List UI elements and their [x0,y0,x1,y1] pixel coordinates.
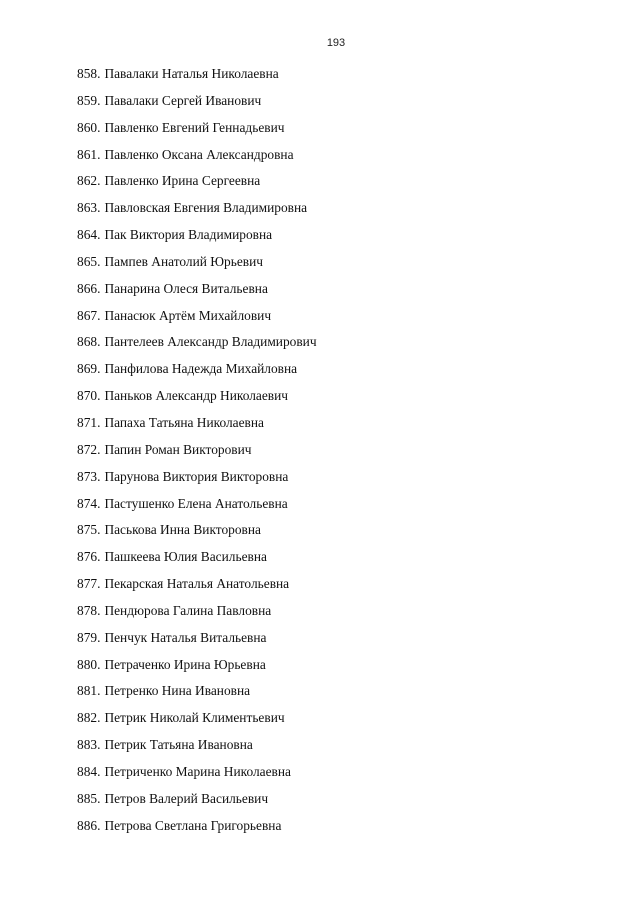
list-item [77,762,317,789]
entry-number: 865. [77,253,101,269]
list-item [77,547,317,574]
entry-number: 866. [77,280,101,296]
entry-number: 869. [77,361,101,377]
list-item [77,467,317,494]
list-item [77,279,317,306]
entry-name: Павленко Ирина Сергеевна [104,173,261,189]
entry-name: Павленко Евгений Геннадьевич [104,119,285,135]
entry-number: 868. [77,334,101,350]
list-item [77,494,317,521]
entry-name: Петриченко Марина Николаевна [104,763,291,779]
entry-number: 876. [77,549,101,565]
entry-number: 873. [77,468,101,484]
entry-number: 861. [77,146,101,162]
entry-name: Петрик Татьяна Ивановна [104,737,253,753]
entry-name: Паньков Александр Николаевич [104,388,289,404]
entry-number: 870. [77,388,101,404]
entry-name: Павалаки Наталья Николаевна [104,66,279,81]
entry-name: Петров Валерий Васильевич [104,790,269,806]
entry-number: 883. [77,737,101,753]
list-item [77,118,317,145]
entry-number: 862. [77,173,101,189]
entry-number: 859. [77,92,101,108]
list-item [77,252,317,279]
entry-number: 867. [77,307,101,323]
name-list [77,64,317,842]
entry-number: 880. [77,656,101,672]
entry-name: Петрик Николай Климентьевич [104,710,285,726]
list-item [77,789,317,816]
entry-name: Пенчук Наталья Витальевна [104,629,267,645]
list-item [77,655,317,682]
entry-name: Пекарская Наталья Анатольевна [104,576,290,592]
entry-name: Пастушенко Елена Анатольевна [104,495,288,511]
list-item [77,413,317,440]
entry-number: 864. [77,227,101,243]
list-item [77,440,317,467]
entry-number: 871. [77,414,101,430]
entry-number: 878. [77,602,101,618]
list-item [77,735,317,762]
list-item [77,359,317,386]
entry-name: Парунова Виктория Викторовна [104,468,289,484]
entry-name: Папаха Татьяна Николаевна [104,414,264,430]
list-item [77,574,317,601]
page-number: 193 [326,37,346,49]
entry-number: 886. [77,817,101,833]
entry-number: 860. [77,119,101,135]
entry-name: Панарина Олеся Витальевна [104,280,268,296]
entry-name: Пендюрова Галина Павловна [104,602,272,618]
list-item [77,386,317,413]
entry-name: Петраченко Ирина Юрьевна [104,656,266,672]
entry-number: 884. [77,763,101,779]
list-item [77,171,317,198]
entry-number: 874. [77,495,101,511]
entry-number: 885. [77,790,101,806]
entry-name: Пашкеева Юлия Васильевна [104,549,267,565]
entry-name: Панфилова Надежда Михайловна [104,361,298,377]
entry-name: Петрова Светлана Григорьевна [104,817,282,833]
entry-number: 863. [77,200,101,216]
entry-name: Панасюк Артём Михайлович [104,307,272,323]
entry-name: Павалаки Сергей Иванович [104,92,262,108]
list-item [77,708,317,735]
list-item [77,91,317,118]
list-item [77,225,317,252]
entry-number: 858. [77,66,101,81]
list-item [77,681,317,708]
list-item [77,520,317,547]
entry-number: 882. [77,710,101,726]
list-item [77,628,317,655]
list-item [77,64,317,91]
entry-name: Паськова Инна Викторовна [104,522,261,538]
list-item [77,332,317,359]
entry-number: 872. [77,441,101,457]
entry-number: 879. [77,629,101,645]
entry-name: Павленко Оксана Александровна [104,146,294,162]
entry-name: Папин Роман Викторович [104,441,252,457]
entry-name: Пампев Анатолий Юрьевич [104,253,264,269]
entry-name: Петренко Нина Ивановна [104,683,251,699]
list-item [77,198,317,225]
list-item [77,145,317,172]
list-item [77,816,317,843]
list-item [77,306,317,333]
entry-name: Пак Виктория Владимировна [104,227,273,243]
list-item [77,601,317,628]
entry-number: 877. [77,576,101,592]
entry-name: Пантелеев Александр Владимирович [104,334,317,350]
entry-number: 881. [77,683,101,699]
entry-name: Павловская Евгения Владимировна [104,200,308,216]
entry-number: 875. [77,522,101,538]
